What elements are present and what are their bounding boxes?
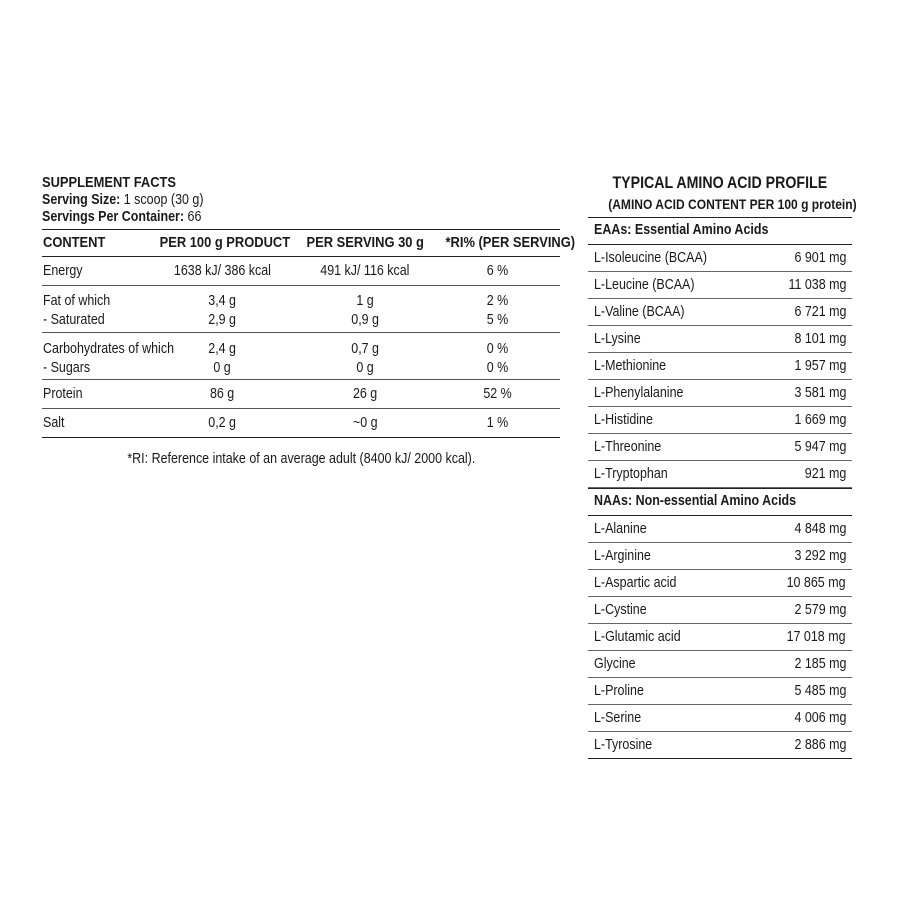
per-serving-value: 1 g xyxy=(356,293,374,309)
header-ri-percent: *RI% (PER SERVING) xyxy=(445,234,576,251)
amino-acid-value: 6 901 mg xyxy=(793,250,846,266)
nutrient-name: Energy xyxy=(43,263,83,279)
nutrition-row xyxy=(42,257,560,286)
ri-percent-value: 1 % xyxy=(486,415,509,431)
amino-subtitle-text: (AMINO ACID CONTENT PER 100 g protein) xyxy=(608,196,857,212)
nutrient-name: - Saturated xyxy=(43,312,105,328)
nutrition-row xyxy=(42,333,560,380)
amino-acid-name: L-Tyrosine xyxy=(594,737,653,753)
amino-acid-value: 3 292 mg xyxy=(793,548,846,564)
amino-row xyxy=(588,380,852,407)
amino-acid-name: L-Isoleucine (BCAA) xyxy=(594,250,707,266)
ri-percent-value: 52 % xyxy=(483,386,512,402)
amino-subtitle xyxy=(588,194,857,214)
nutrient-name: Salt xyxy=(43,415,65,431)
amino-acid-name: L-Lysine xyxy=(594,331,641,347)
amino-acid-value: 3 581 mg xyxy=(793,385,846,401)
amino-row xyxy=(588,407,852,434)
amino-acid-name: L-Leucine (BCAA) xyxy=(594,277,695,293)
amino-acid-name: L-Alanine xyxy=(594,521,647,537)
ri-percent-value: 2 % xyxy=(486,293,509,309)
amino-section-title-text: EAAs: Essential Amino Acids xyxy=(594,222,769,238)
amino-row xyxy=(588,597,852,624)
amino-acid-name: L-Threonine xyxy=(594,439,662,455)
nutrition-table-body xyxy=(42,257,560,438)
servings-value: 66 xyxy=(187,209,202,225)
amino-acid-value: 6 721 mg xyxy=(793,304,846,320)
amino-row xyxy=(588,434,852,461)
amino-acid-value: 4 848 mg xyxy=(793,521,846,537)
amino-acid-value: 1 957 mg xyxy=(793,358,846,374)
amino-row xyxy=(588,651,852,678)
amino-acid-value: 2 185 mg xyxy=(793,656,846,672)
amino-row xyxy=(588,272,852,299)
amino-acid-value: 17 018 mg xyxy=(787,629,846,645)
serving-size-line xyxy=(42,192,204,209)
amino-acid-name: L-Histidine xyxy=(594,412,653,428)
ri-percent-value: 5 % xyxy=(486,312,509,328)
amino-acid-value: 8 101 mg xyxy=(793,331,846,347)
amino-acid-name: L-Valine (BCAA) xyxy=(594,304,685,320)
nutrition-table-header xyxy=(42,229,576,257)
amino-row xyxy=(588,678,852,705)
amino-acid-value: 1 669 mg xyxy=(793,412,846,428)
amino-section-title-text: NAAs: Non-essential Amino Acids xyxy=(594,493,797,509)
amino-acid-name: L-Aspartic acid xyxy=(594,575,677,591)
footnote-text: *RI: Reference intake of an average adult (8400 kJ/ 2000 kcal). xyxy=(126,451,475,467)
amino-acid-name: L-Serine xyxy=(594,710,642,726)
nutrition-row xyxy=(42,380,560,409)
amino-acid-name: L-Glutamic acid xyxy=(594,629,681,645)
per-serving-value: 0,7 g xyxy=(351,341,379,357)
per-100g-value: 3,4 g xyxy=(208,293,236,309)
reference-intake-footnote xyxy=(42,451,560,467)
serving-size-label: Serving Size: xyxy=(42,192,121,208)
supplement-facts-panel xyxy=(42,174,576,438)
supplement-header xyxy=(42,174,560,226)
amino-section-title xyxy=(588,488,852,516)
header-content: CONTENT xyxy=(43,234,106,251)
amino-acid-name: L-Arginine xyxy=(594,548,651,564)
amino-row xyxy=(588,543,852,570)
nutrient-name: Carbohydrates of which xyxy=(43,341,175,357)
amino-row xyxy=(588,732,852,759)
amino-acid-name: Glycine xyxy=(594,656,636,672)
nutrient-name: Protein xyxy=(43,386,83,402)
amino-acid-value: 10 865 mg xyxy=(787,575,846,591)
per-100g-value: 86 g xyxy=(209,386,235,402)
amino-table xyxy=(588,217,852,759)
amino-acid-value: 2 579 mg xyxy=(793,602,846,618)
amino-acid-value: 11 038 mg xyxy=(787,277,846,293)
nutrition-row xyxy=(42,286,560,333)
per-serving-value: 0,9 g xyxy=(351,312,379,328)
serving-size-value: 1 scoop (30 g) xyxy=(123,192,204,208)
amino-acid-name: L-Cystine xyxy=(594,602,647,618)
nutrition-row xyxy=(42,409,560,438)
amino-row xyxy=(588,353,852,380)
header-per-100g: PER 100 g PRODUCT xyxy=(159,234,291,251)
amino-title xyxy=(588,172,852,194)
per-100g-value: 2,9 g xyxy=(208,312,236,328)
amino-acid-name: L-Phenylalanine xyxy=(594,385,684,401)
ri-percent-value: 0 % xyxy=(486,360,509,376)
amino-row xyxy=(588,461,852,488)
amino-acid-panel xyxy=(588,172,857,759)
amino-row xyxy=(588,245,852,272)
amino-row xyxy=(588,570,852,597)
per-serving-value: 0 g xyxy=(356,360,374,376)
amino-acid-value: 5 947 mg xyxy=(793,439,846,455)
amino-row xyxy=(588,326,852,353)
amino-row xyxy=(588,624,852,651)
amino-acid-value: 921 mg xyxy=(804,466,846,482)
servings-line xyxy=(42,209,201,226)
amino-title-text: TYPICAL AMINO ACID PROFILE xyxy=(612,174,828,192)
supplement-title: SUPPLEMENT FACTS xyxy=(42,174,177,191)
nutrient-name: Fat of which xyxy=(43,293,111,309)
per-100g-value: 1638 kJ/ 386 kcal xyxy=(173,263,271,279)
header-per-serving: PER SERVING 30 g xyxy=(306,234,424,251)
amino-acid-value: 5 485 mg xyxy=(793,683,846,699)
per-100g-value: 0 g xyxy=(213,360,231,376)
amino-section-title xyxy=(588,217,852,245)
servings-label: Servings Per Container: xyxy=(42,209,185,225)
per-serving-value: 26 g xyxy=(352,386,378,402)
amino-row xyxy=(588,299,852,326)
amino-acid-name: L-Tryptophan xyxy=(594,466,668,482)
amino-acid-value: 4 006 mg xyxy=(793,710,846,726)
amino-row xyxy=(588,516,852,543)
per-100g-value: 2,4 g xyxy=(208,341,236,357)
ri-percent-value: 6 % xyxy=(486,263,509,279)
amino-acid-name: L-Proline xyxy=(594,683,644,699)
ri-percent-value: 0 % xyxy=(486,341,509,357)
amino-acid-value: 2 886 mg xyxy=(793,737,846,753)
per-serving-value: ~0 g xyxy=(352,415,378,431)
amino-row xyxy=(588,705,852,732)
per-100g-value: 0,2 g xyxy=(208,415,236,431)
per-serving-value: 491 kJ/ 116 kcal xyxy=(320,263,410,279)
nutrient-name: - Sugars xyxy=(43,360,91,376)
amino-acid-name: L-Methionine xyxy=(594,358,667,374)
